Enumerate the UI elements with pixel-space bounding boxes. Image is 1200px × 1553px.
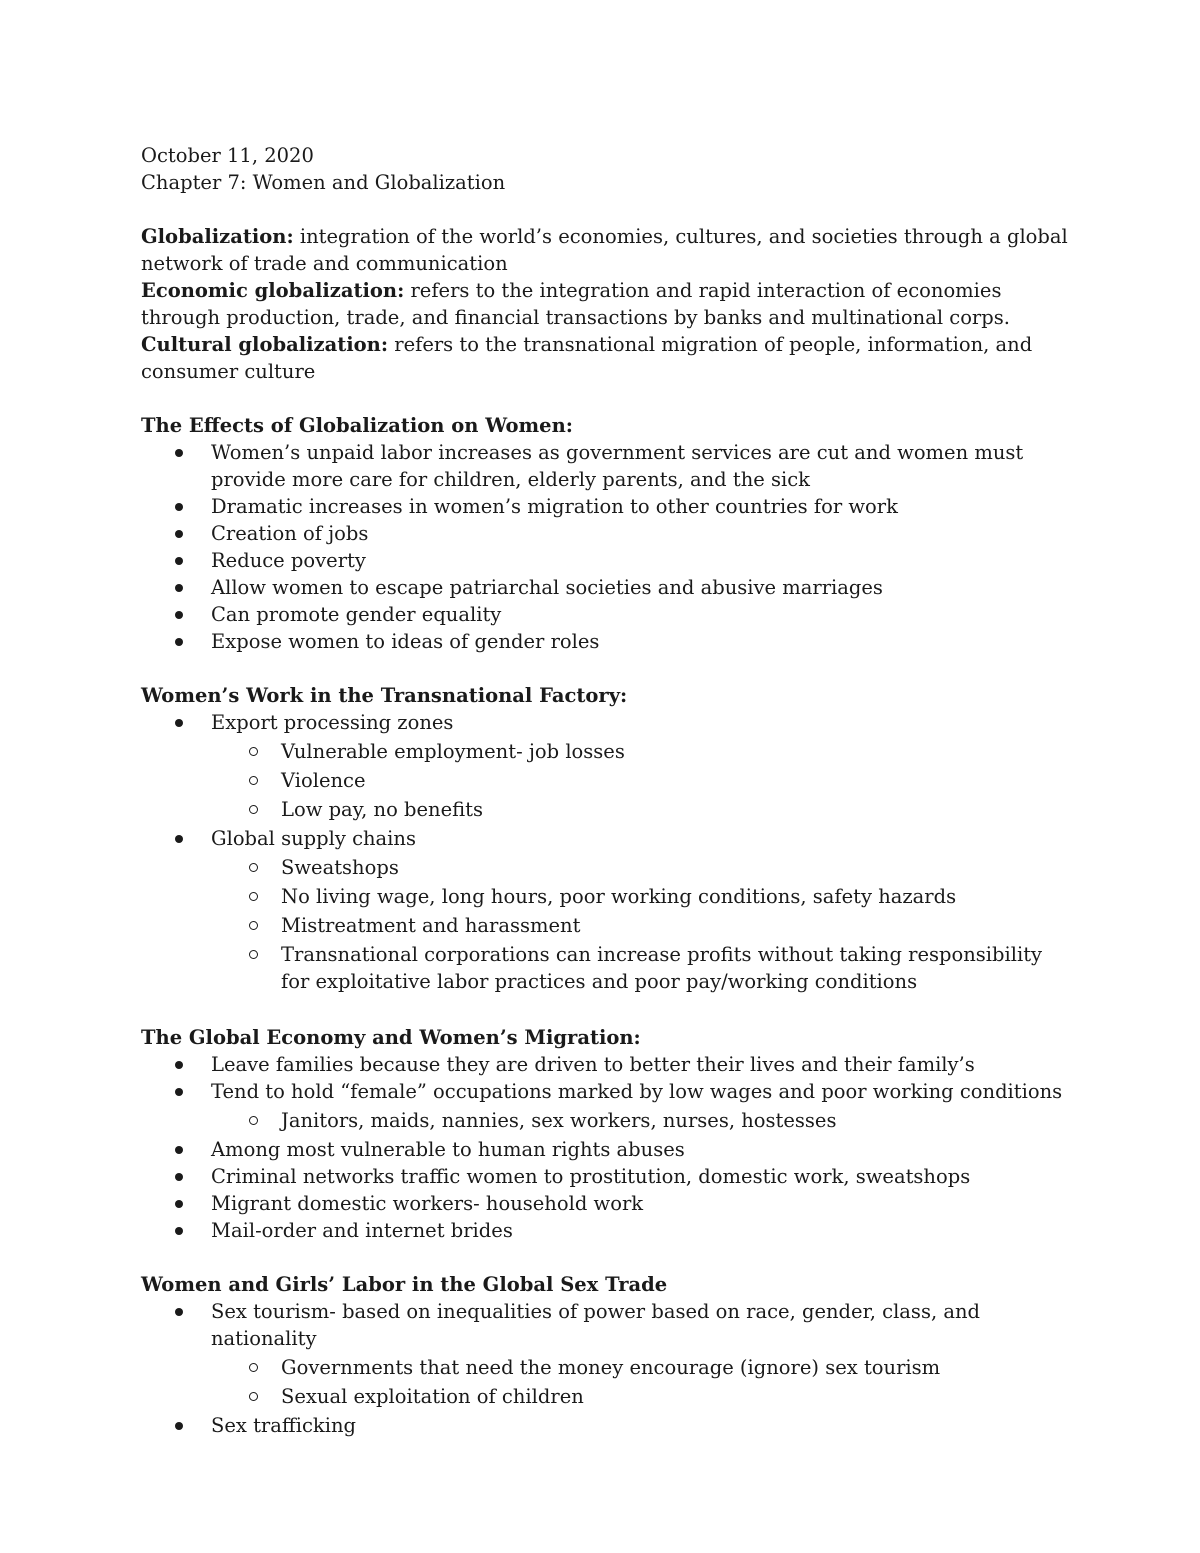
circle-bullet-icon — [249, 776, 258, 785]
list-item — [141, 1190, 1071, 1217]
list-item-text: Global supply chains — [211, 827, 416, 850]
bullet-icon — [175, 638, 183, 646]
list-item — [141, 493, 1071, 520]
list-item — [141, 439, 1071, 493]
bullet-icon — [175, 1061, 183, 1069]
definition-text: integration of the world’s economies, cultures, and societies through a global network of trade and communication — [141, 225, 1068, 275]
circle-bullet-icon — [249, 863, 258, 872]
list-item-text: Among most vulnerable to human rights abuses — [211, 1138, 685, 1161]
circle-bullet-icon — [249, 950, 258, 959]
circle-bullet-icon — [249, 1392, 258, 1401]
list-item-text: Export processing zones — [211, 711, 454, 734]
bullet-icon — [175, 1227, 183, 1235]
section-heading: Women’s Work in the Transnational Factory: — [141, 684, 628, 707]
sub-list — [211, 738, 1071, 823]
sub-list-item-text: Governments that need the money encourage (ignore) sex tourism — [281, 1356, 941, 1379]
list-item — [141, 1051, 1071, 1078]
bullet-list — [141, 1298, 1071, 1439]
list-item — [141, 520, 1071, 547]
sub-list-item-text: Vulnerable employment- job losses — [281, 740, 625, 763]
definition-globalization — [141, 223, 1071, 277]
list-item — [141, 1136, 1071, 1163]
bullet-icon — [175, 1173, 183, 1181]
bullet-icon — [175, 1308, 183, 1316]
circle-bullet-icon — [249, 1116, 258, 1125]
bullet-list — [141, 709, 1071, 995]
sub-list-item — [141, 1354, 1071, 1381]
circle-bullet-icon — [249, 747, 258, 756]
bullet-icon — [175, 719, 183, 727]
sub-list-item — [141, 941, 1071, 995]
definition-cultural-globalization — [141, 331, 1071, 385]
sub-list-item-text: Sexual exploitation of children — [281, 1385, 584, 1408]
sub-list-item-text: Violence — [281, 769, 366, 792]
definition-economic-globalization — [141, 277, 1071, 331]
list-item — [141, 1078, 1071, 1134]
list-item-text: Leave families because they are driven to better their lives and their family’s — [211, 1053, 975, 1076]
document-page — [141, 142, 1071, 1439]
sub-list-item-text: Low pay, no benefits — [281, 798, 483, 821]
sub-list-item-text: Sweatshops — [281, 856, 399, 879]
list-item-text: Women’s unpaid labor increases as government services are cut and women must provide more care for children, elderly parents, and the sick — [211, 441, 1024, 491]
section-heading: The Effects of Globalization on Women: — [141, 414, 573, 437]
sub-list-item — [141, 738, 1071, 765]
circle-bullet-icon — [249, 1363, 258, 1372]
list-item — [141, 825, 1071, 995]
list-item-text: Sex trafficking — [211, 1414, 356, 1437]
list-item — [141, 1298, 1071, 1410]
sub-list-item — [141, 883, 1071, 910]
document-date: October 11, 2020 — [141, 144, 314, 167]
sub-list-item-text: Transnational corporations can increase profits without taking responsibility for exploitative labor practices and poor pay/working conditions — [281, 943, 1043, 993]
bullet-icon — [175, 557, 183, 565]
sub-list — [211, 1107, 1071, 1134]
bullet-icon — [175, 1088, 183, 1096]
sub-list-item-text: Mistreatment and harassment — [281, 914, 581, 937]
list-item-text: Allow women to escape patriarchal societies and abusive marriages — [211, 576, 883, 599]
list-item — [141, 601, 1071, 628]
definition-term: Cultural globalization: — [141, 333, 389, 356]
bullet-icon — [175, 835, 183, 843]
list-item-text: Migrant domestic workers- household work — [211, 1192, 644, 1215]
sub-list-item — [141, 796, 1071, 823]
bullet-icon — [175, 1422, 183, 1430]
list-item — [141, 709, 1071, 823]
sub-list-item-text: No living wage, long hours, poor working conditions, safety hazards — [281, 885, 957, 908]
list-item — [141, 1217, 1071, 1244]
bullet-list — [141, 1051, 1071, 1244]
sub-list — [211, 1354, 1071, 1410]
bullet-icon — [175, 584, 183, 592]
list-item-text: Expose women to ideas of gender roles — [211, 630, 600, 653]
bullet-icon — [175, 1146, 183, 1154]
list-item-text: Mail-order and internet brides — [211, 1219, 513, 1242]
sub-list — [211, 854, 1071, 995]
list-item-text: Can promote gender equality — [211, 603, 502, 626]
definition-term: Globalization: — [141, 225, 294, 248]
list-item — [141, 628, 1071, 655]
sub-list-item — [141, 912, 1071, 939]
list-item-text: Dramatic increases in women’s migration to other countries for work — [211, 495, 898, 518]
bullet-icon — [175, 530, 183, 538]
definition-term: Economic globalization: — [141, 279, 405, 302]
sub-list-item — [141, 1383, 1071, 1410]
chapter-title: Chapter 7: Women and Globalization — [141, 171, 506, 194]
section-heading: Women and Girls’ Labor in the Global Sex Trade — [141, 1273, 668, 1296]
list-item-text: Tend to hold “female” occupations marked by low wages and poor working conditions — [211, 1080, 1063, 1103]
sections — [141, 385, 1071, 1439]
sub-list-item-text: Janitors, maids, nannies, sex workers, nurses, hostesses — [281, 1109, 837, 1132]
bullet-list — [141, 439, 1071, 655]
bullet-icon — [175, 1200, 183, 1208]
list-item — [141, 1412, 1071, 1439]
list-item-text: Criminal networks traffic women to prostitution, domestic work, sweatshops — [211, 1165, 971, 1188]
circle-bullet-icon — [249, 892, 258, 901]
list-item — [141, 1163, 1071, 1190]
sub-list-item — [141, 767, 1071, 794]
list-item — [141, 547, 1071, 574]
definition-text: refers to the transnational migration of people, information, and consumer culture — [141, 333, 1033, 383]
list-item — [141, 574, 1071, 601]
list-item-text: Reduce poverty — [211, 549, 366, 572]
definitions — [141, 223, 1071, 385]
bullet-icon — [175, 611, 183, 619]
circle-bullet-icon — [249, 805, 258, 814]
list-item-text: Sex tourism- based on inequalities of power based on race, gender, class, and nationality — [211, 1300, 981, 1350]
circle-bullet-icon — [249, 921, 258, 930]
sub-list-item — [141, 1107, 1071, 1134]
sub-list-item — [141, 854, 1071, 881]
definition-text: refers to the integration and rapid interaction of economies through production, trade, and financial transactions by banks and multinational corps. — [141, 279, 1010, 329]
list-item-text: Creation of jobs — [211, 522, 369, 545]
bullet-icon — [175, 503, 183, 511]
section-heading: The Global Economy and Women’s Migration: — [141, 1026, 641, 1049]
bullet-icon — [175, 449, 183, 457]
